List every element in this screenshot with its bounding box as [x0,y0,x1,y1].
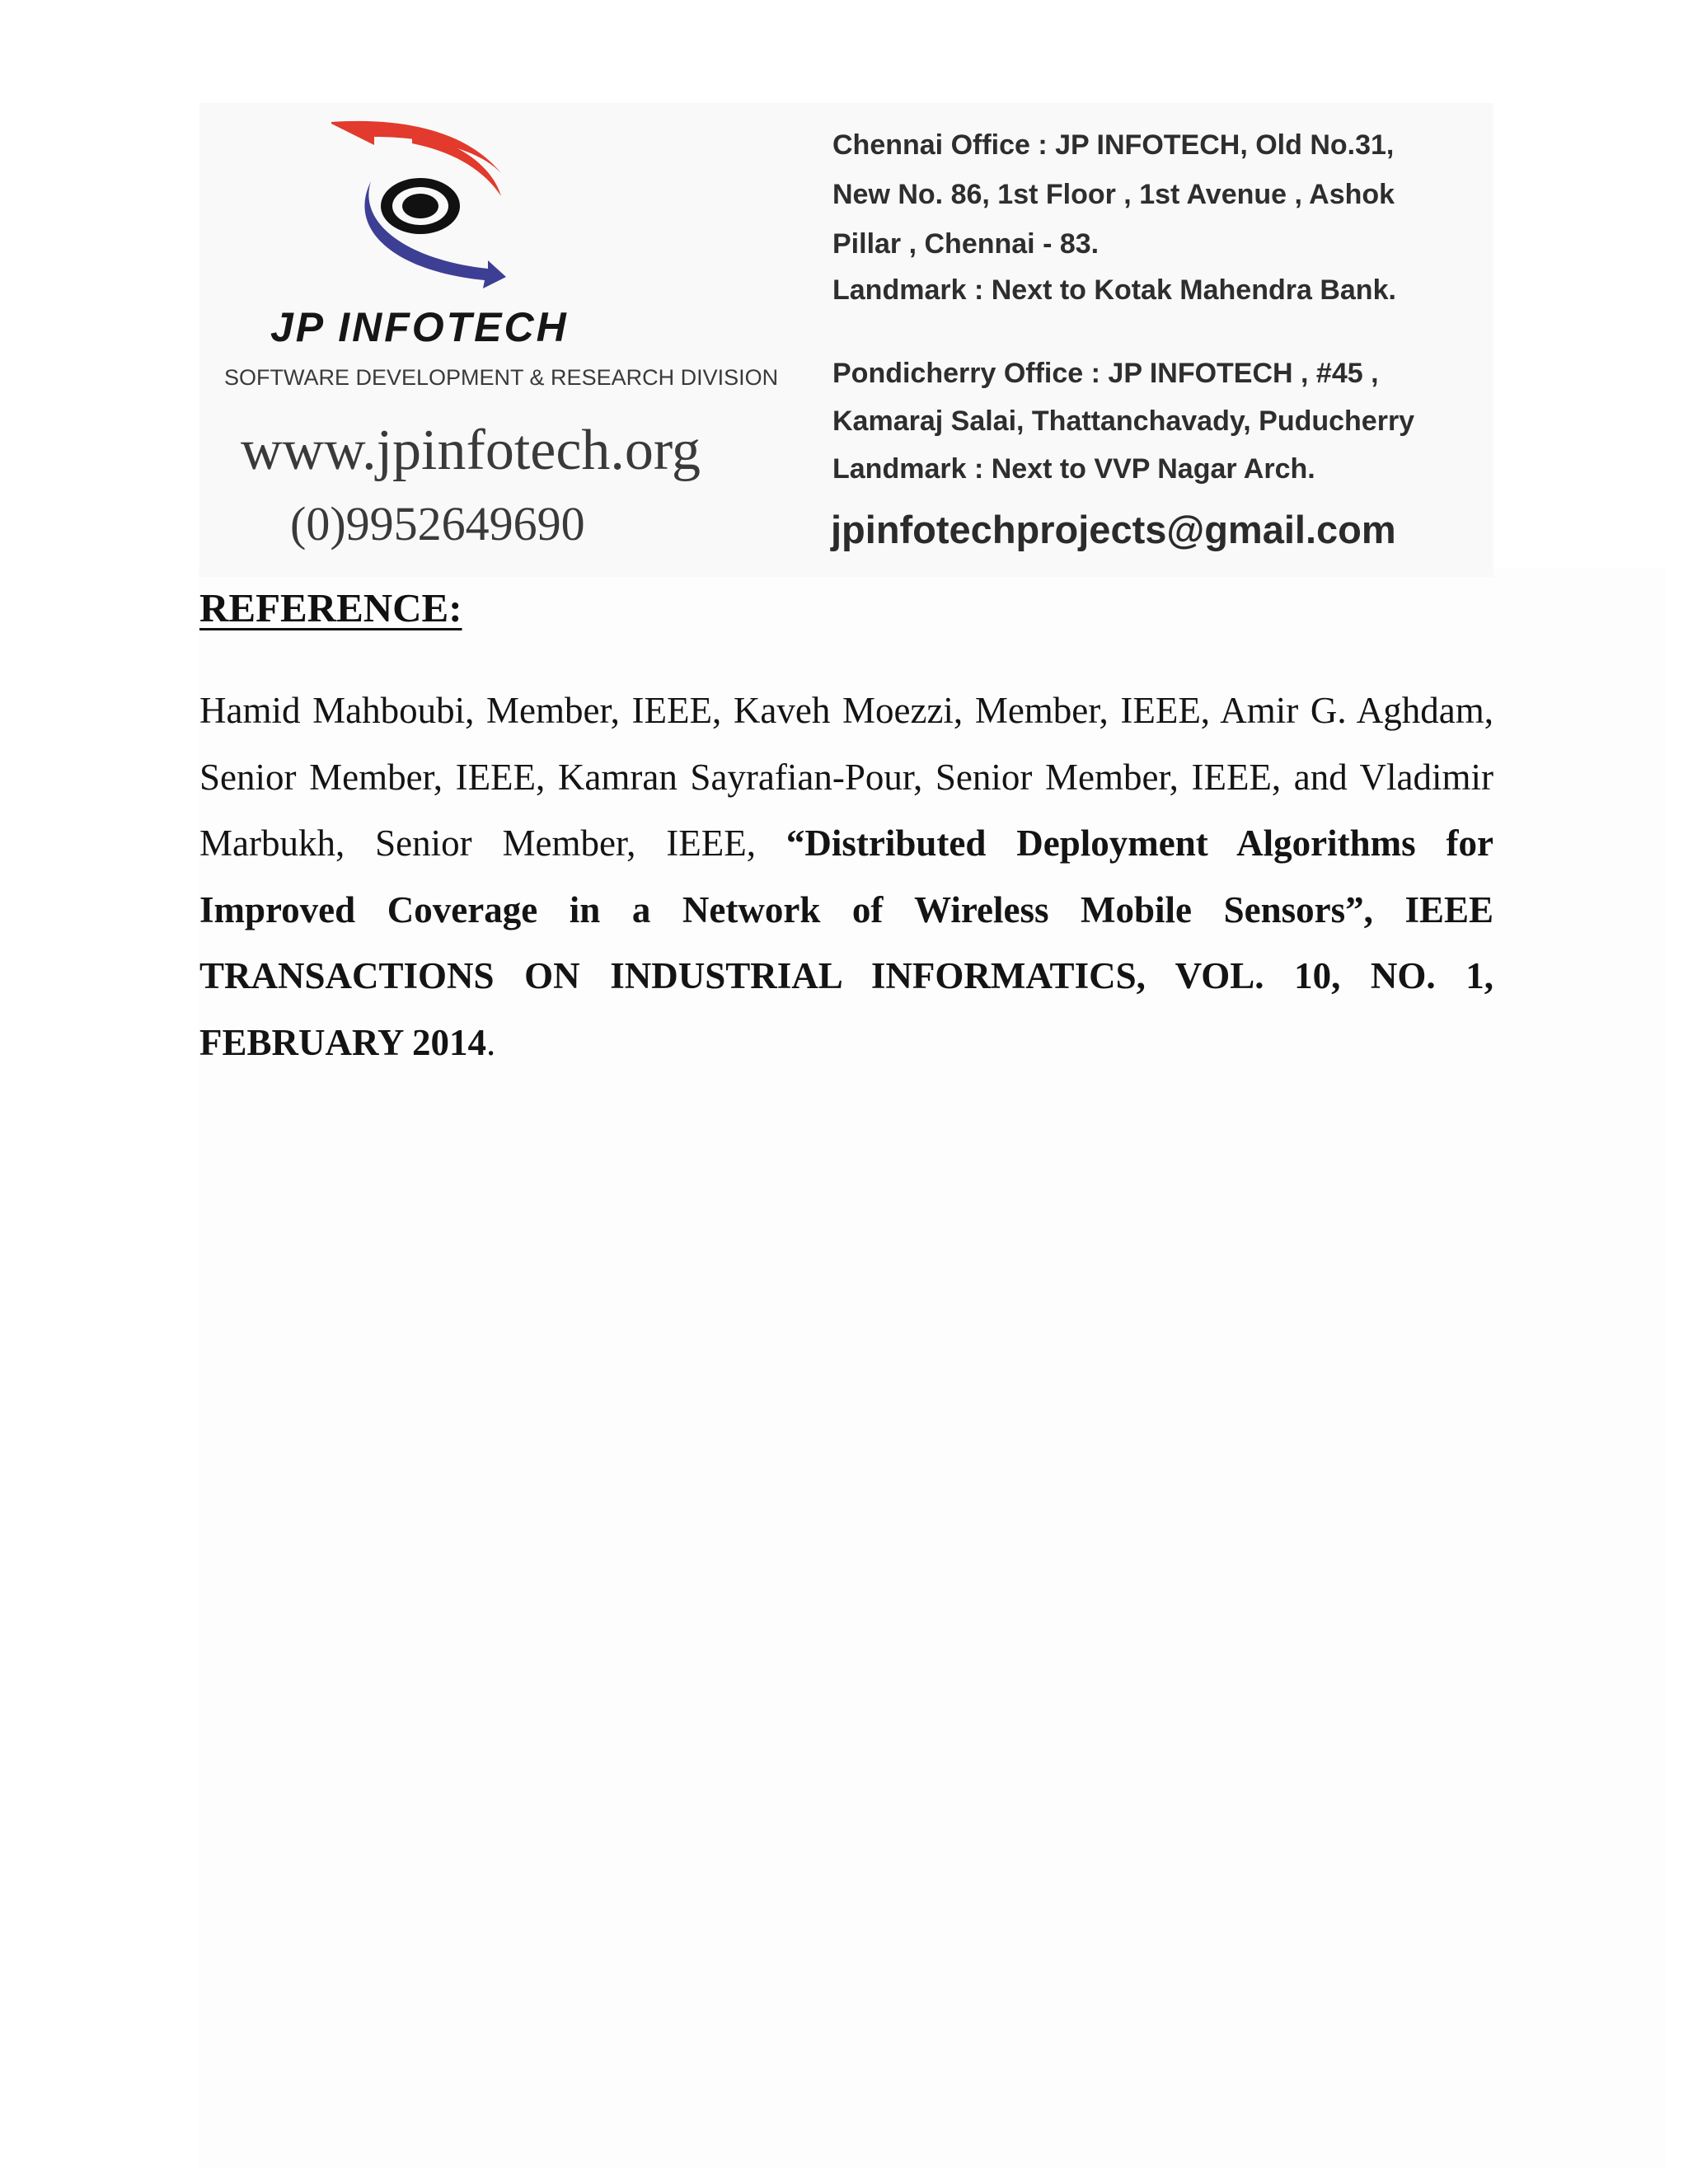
phone-number: (0)9952649690 [290,497,585,551]
chennai-landmark: Landmark : Next to Kotak Mahendra Bank. [832,274,1396,306]
pondicherry-office-line: Pondicherry Office : JP INFOTECH , #45 , [832,358,1379,389]
jp-infotech-logo-icon [315,115,513,288]
brand-tagline: SOFTWARE DEVELOPMENT & RESEARCH DIVISION [224,365,779,390]
citation-title-venue: “Distributed Deployment Algorithms for Improved Coverage in a Network of Wireless Mobile Sensors”, IEEE TRANSACTIONS ON INDUSTRIAL INFORMATICS, VOL. 10, NO. 1, FEBRUARY 2014 [199,823,1493,1063]
email-link[interactable]: jpinfotechprojects@gmail.com [831,508,1396,551]
chennai-office-line: Pillar , Chennai - 83. [832,228,1100,260]
reference-citation [199,677,1493,1076]
chennai-office-line: Chennai Office : JP INFOTECH, Old No.31, [832,129,1395,161]
brand-name: JP INFOTECH [270,304,569,350]
pondicherry-landmark: Landmark : Next to VVP Nagar Arch. [832,453,1315,485]
pondicherry-office-line: Kamaraj Salai, Thattanchavady, Puducherry [832,405,1415,437]
letterhead-banner [199,103,1493,577]
reference-heading: REFERENCE: [199,585,462,630]
citation-authors: Hamid Mahboubi, Member, IEEE, Kaveh Moezzi, Member, IEEE, Amir G. Aghdam, Senior Member, IEEE, Kamran Sayrafian-Pour, Senior Member, IEEE, and Vladimir Marbukh, Senior Member, IEEE, [199,690,1493,864]
website-link[interactable]: www.jpinfotech.org [241,419,701,482]
chennai-office-line: New No. 86, 1st Floor , 1st Avenue , Ashok [832,179,1395,210]
citation-end: . [486,1021,496,1063]
